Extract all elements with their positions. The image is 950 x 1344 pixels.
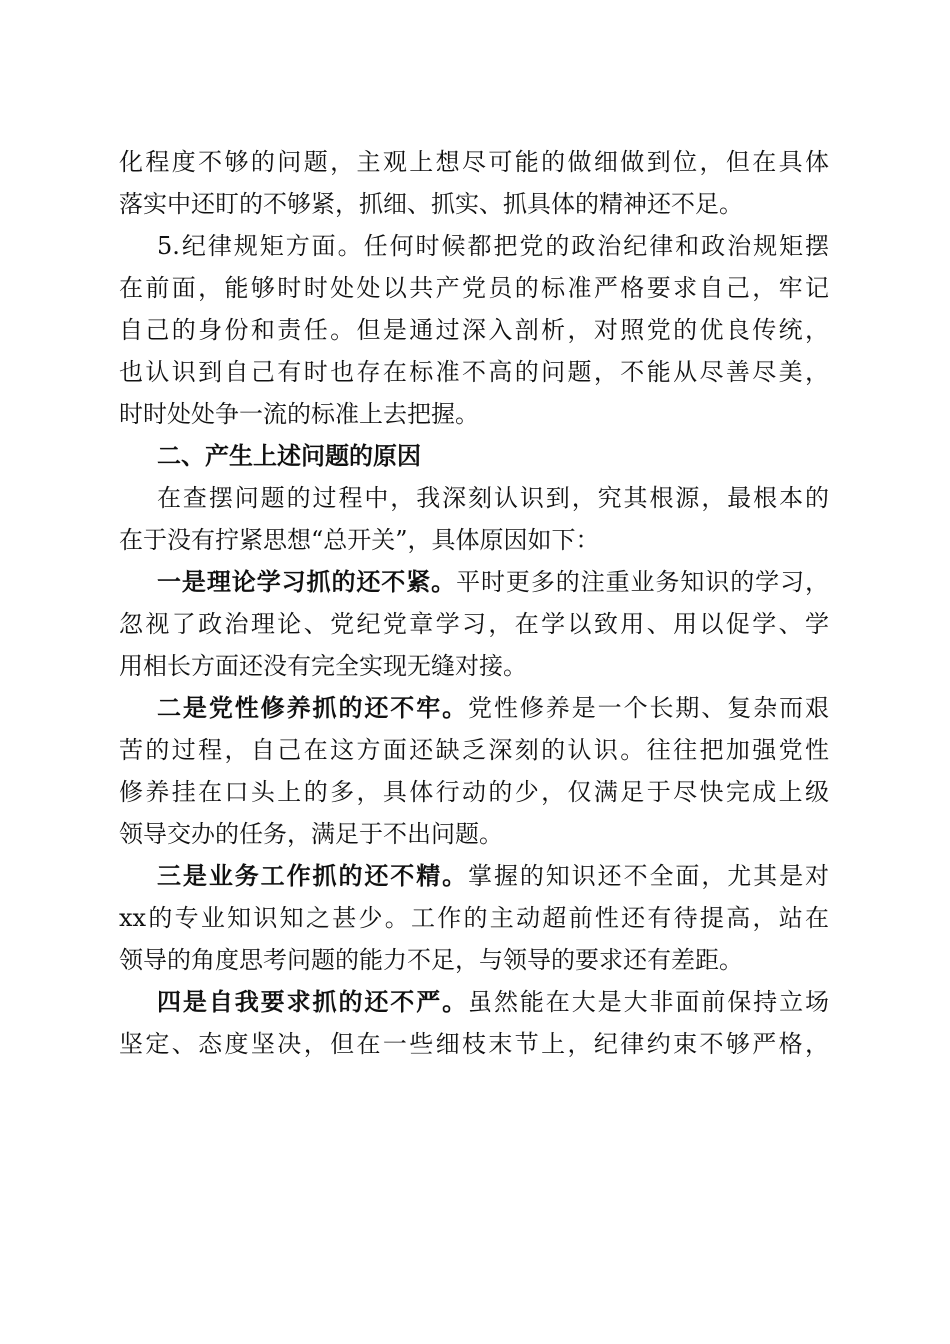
item-lead: 二是党性修养抓的还不牢。	[157, 693, 469, 722]
text-line	[119, 687, 829, 729]
text-line: 领导的角度思考问题的能力不足，与领导的要求还有差距。	[119, 946, 743, 974]
item-lead: 三是业务工作抓的还不精。	[157, 861, 469, 890]
text-line	[119, 561, 829, 603]
text-line: 落实中还盯的不够紧，抓细、抓实、抓具体的精神还不足。	[119, 190, 743, 218]
text-line	[119, 981, 829, 1023]
text-line: 在于没有拧紧思想“总开关”，具体原因如下：	[119, 526, 600, 554]
text-line: xx的专业知识知之甚少。工作的主动超前性还有待提高，站在	[119, 904, 829, 932]
text-line: 用相长方面还没有完全实现无缝对接。	[119, 652, 527, 680]
text-line: 领导交办的任务，满足于不出问题。	[119, 820, 503, 848]
text-line: 自己的身份和责任。但是通过深入剖析，对照党的优良传统，	[119, 316, 829, 344]
document-page	[119, 141, 829, 1065]
text-line: 苦的过程，自己在这方面还缺乏深刻的认识。往往把加强党性	[119, 736, 829, 764]
text-line: 5.纪律规矩方面。任何时候都把党的政治纪律和政治规矩摆	[157, 232, 829, 260]
section-heading: 二、产生上述问题的原因	[157, 442, 421, 470]
item-text: 平时更多的注重业务知识的学习，	[456, 568, 830, 596]
item-lead: 四是自我要求抓的还不严。	[157, 987, 469, 1016]
item-text: 党性修养是一个长期、复杂而艰	[468, 694, 830, 722]
text-line: 坚定、态度坚决，但在一些细枝末节上，纪律约束不够严格，	[119, 1030, 829, 1058]
text-line: 也认识到自己有时也存在标准不高的问题，不能从尽善尽美，	[119, 358, 829, 386]
text-line: 化程度不够的问题，主观上想尽可能的做细做到位，但在具体	[119, 148, 829, 176]
item-lead: 一是理论学习抓的还不紧。	[157, 567, 457, 596]
text-line: 时时处处争一流的标准上去把握。	[119, 400, 479, 428]
text-line	[119, 855, 829, 897]
item-text: 虽然能在大是大非面前保持立场	[468, 988, 830, 1016]
text-line: 在前面，能够时时处处以共产党员的标准严格要求自己，牢记	[119, 274, 829, 302]
text-line: 在查摆问题的过程中，我深刻认识到，究其根源，最根本的	[157, 484, 829, 512]
text-line: 修养挂在口头上的多，具体行动的少，仅满足于尽快完成上级	[119, 778, 829, 806]
item-text: 掌握的知识还不全面，尤其是对	[468, 862, 830, 890]
text-line: 忽视了政治理论、党纪党章学习，在学以致用、用以促学、学	[119, 610, 829, 638]
